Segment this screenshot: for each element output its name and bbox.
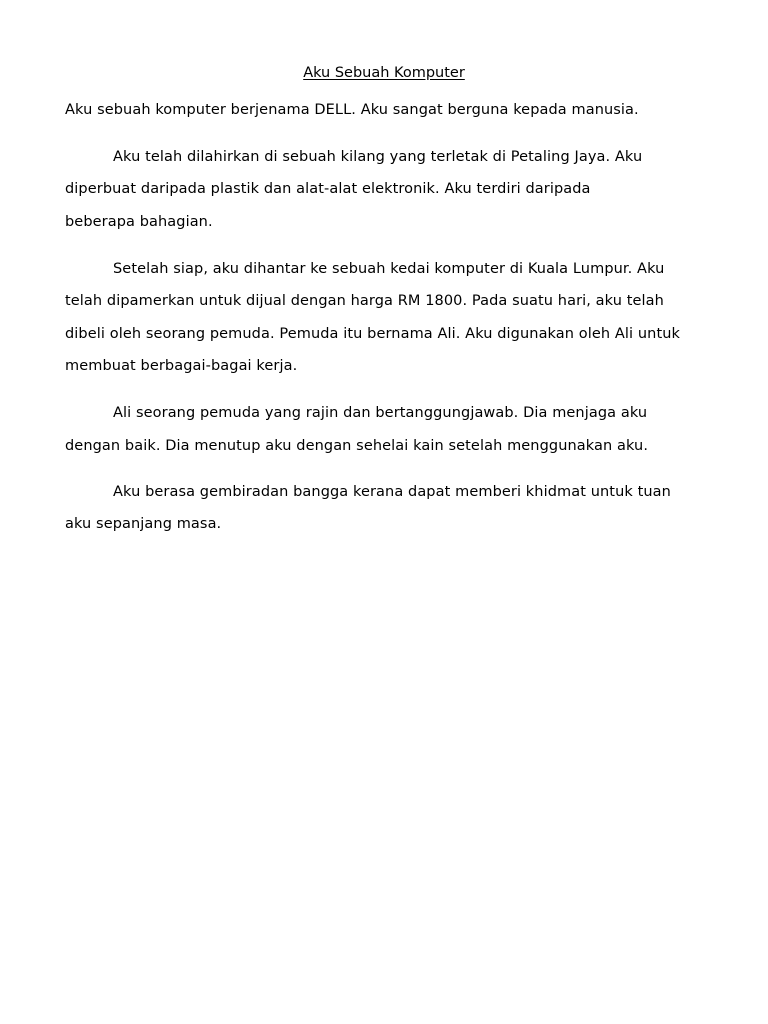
paragraph-4-line-2: dengan baik. Dia menutup aku dengan sehelai kain setelah menggunakan aku. — [65, 438, 649, 454]
paragraph-3-line-2: telah dipamerkan untuk dijual dengan harga RM 1800. Pada suatu hari, aku telah — [65, 293, 664, 309]
paragraph-3-line-1: Setelah siap, aku dihantar ke sebuah kedai komputer di Kuala Lumpur. Aku — [113, 261, 665, 277]
paragraph-2-line-1: Aku telah dilahirkan di sebuah kilang yang terletak di Petaling Jaya. Aku — [113, 149, 643, 165]
paragraph-3-line-3: dibeli oleh seorang pemuda. Pemuda itu bernama Ali. Aku digunakan oleh Ali untuk — [65, 326, 681, 342]
paragraph-4-line-1: Ali seorang pemuda yang rajin dan bertanggungjawab. Dia menjaga aku — [113, 405, 648, 421]
paragraph-2-line-2: diperbuat daripada plastik dan alat-alat elektronik. Aku terdiri daripada — [65, 181, 591, 197]
paragraph-5-line-1: Aku berasa gembiradan bangga kerana dapat memberi khidmat untuk tuan — [113, 484, 671, 500]
paragraph-2-line-3: beberapa bahagian. — [65, 214, 213, 230]
paragraph-5-line-2: aku sepanjang masa. — [65, 516, 222, 532]
document-title: Aku Sebuah Komputer — [303, 65, 465, 81]
paragraph-1-line-1: Aku sebuah komputer berjenama DELL. Aku sangat berguna kepada manusia. — [65, 102, 639, 118]
paragraph-3-line-4: membuat berbagai-bagai kerja. — [65, 358, 298, 374]
